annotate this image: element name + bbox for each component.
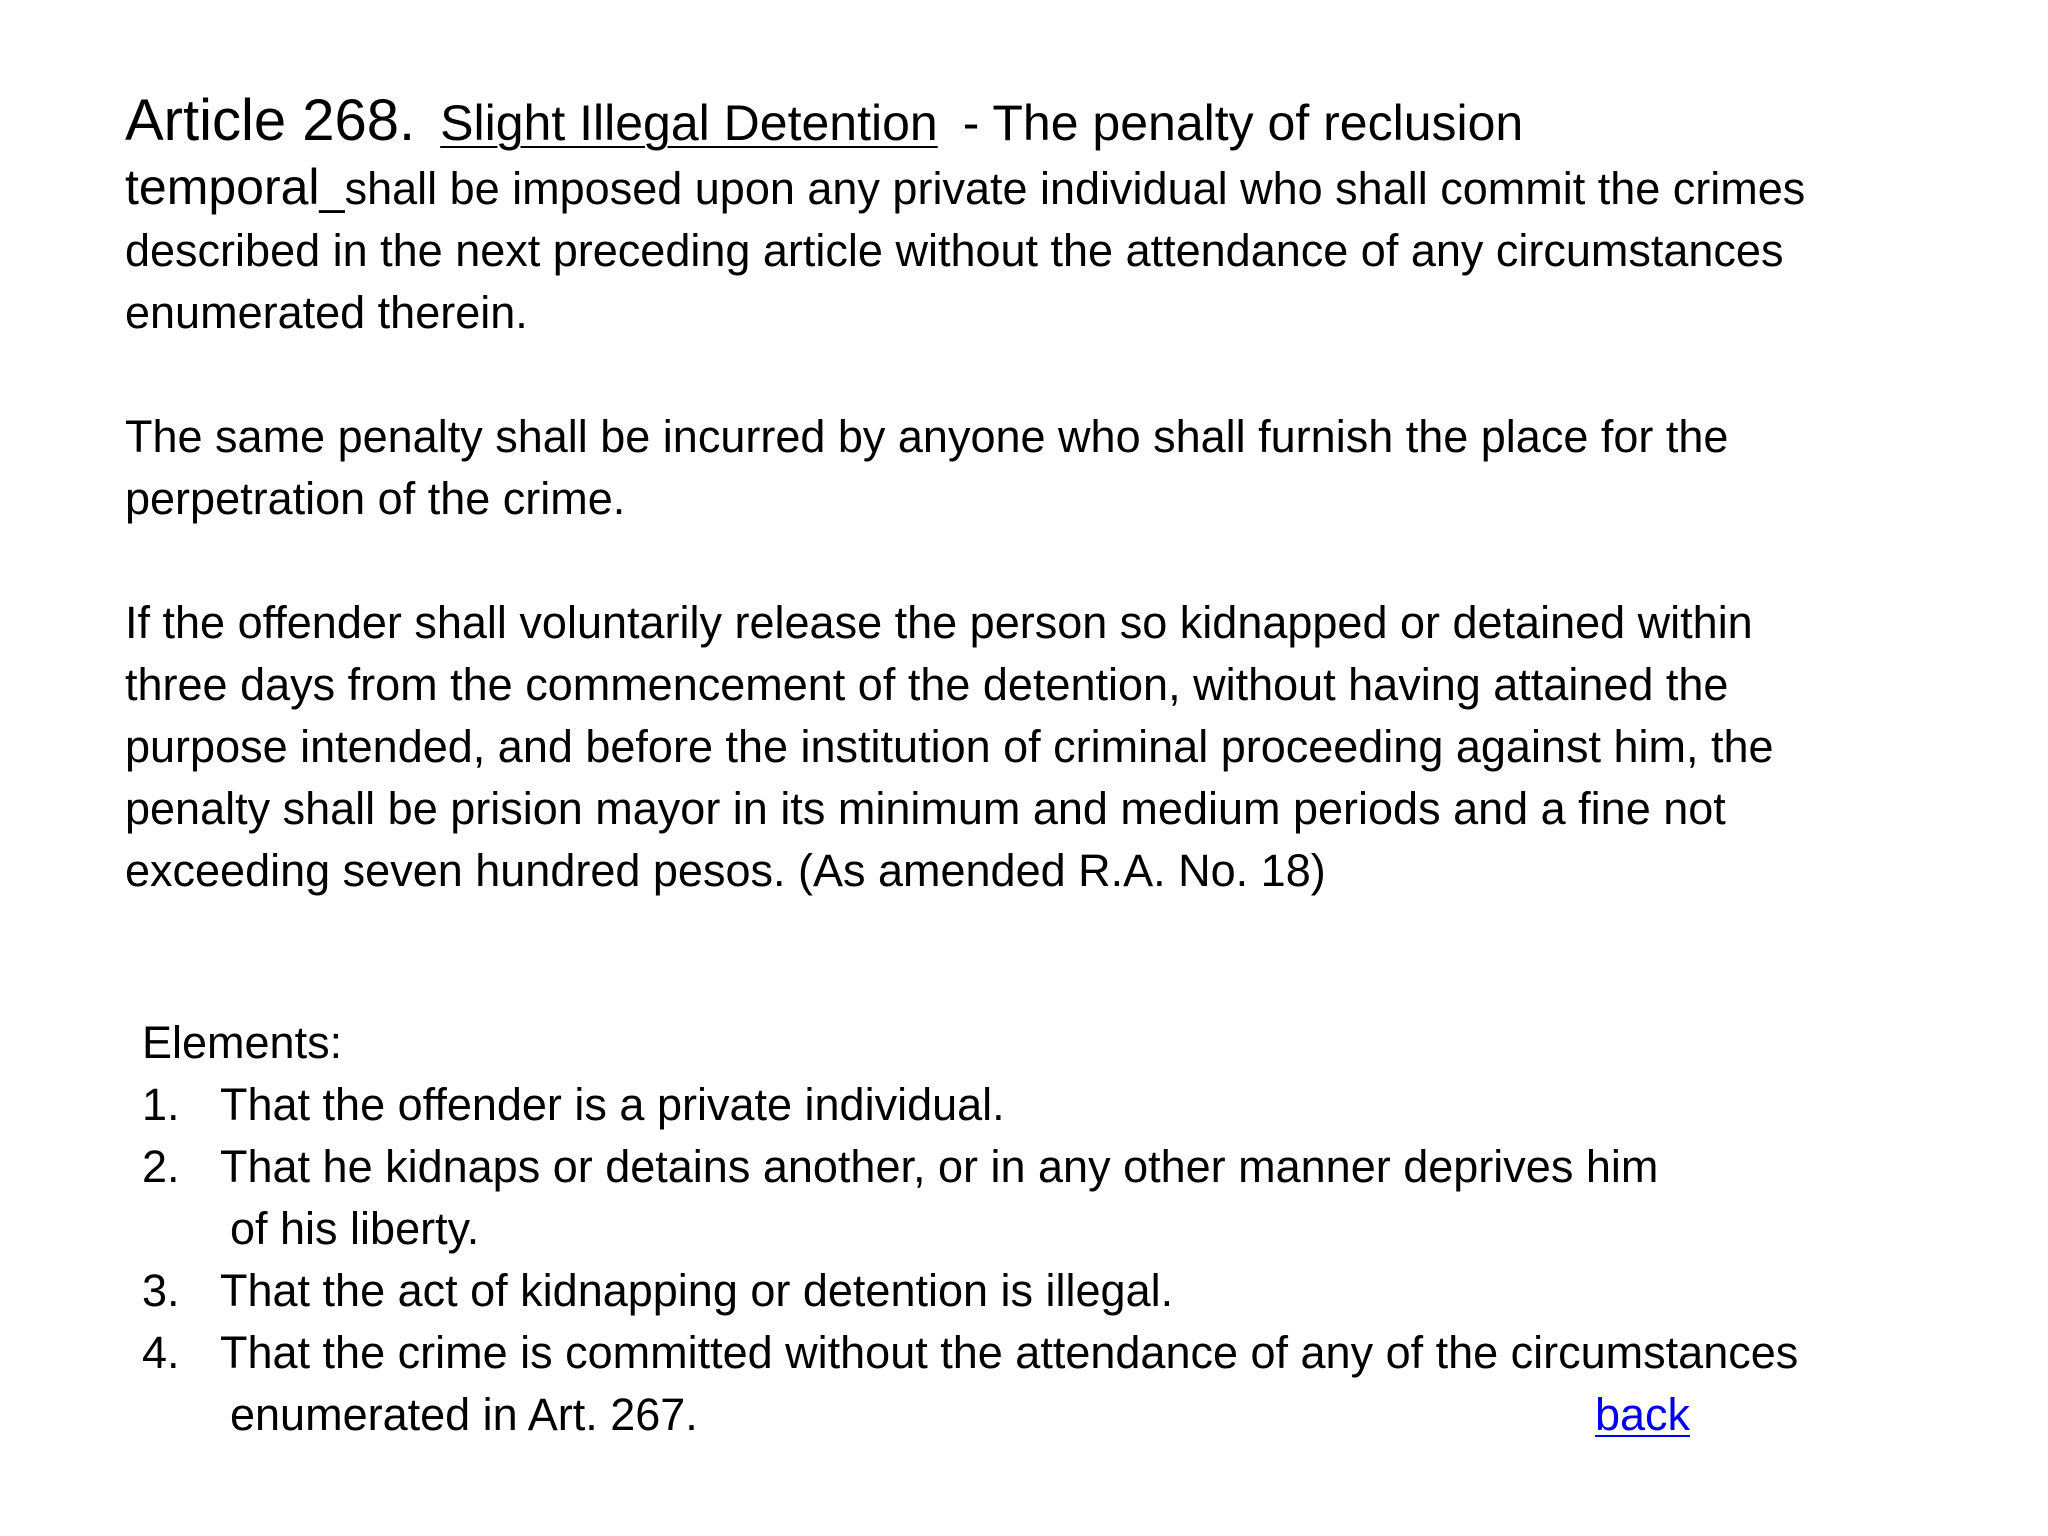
list-item-text: That he kidnaps or detains another, or in any other manner deprives him: [220, 1141, 1659, 1192]
back-link[interactable]: back: [1595, 1389, 1691, 1440]
article-number: Article 268.: [125, 88, 416, 153]
list-item-text: That the offender is a private individual.: [220, 1079, 1005, 1130]
list-item: [142, 1136, 1942, 1260]
list-item-number: 2.: [142, 1141, 180, 1192]
list-item-continuation: of his liberty.: [230, 1203, 480, 1254]
list-item-body: [220, 1074, 1942, 1136]
list-item: [142, 1074, 1942, 1136]
paragraph-gap: [125, 530, 1865, 592]
list-item-number: 3.: [142, 1265, 180, 1316]
article-paragraph-2: The same penalty shall be incurred by anyone who shall furnish the place for the perpetration of the crime.: [125, 411, 1729, 524]
list-item: [142, 1260, 1942, 1322]
paragraph-gap: [125, 344, 1865, 406]
temporal-underscore: _: [319, 163, 345, 214]
elements-heading: Elements:: [142, 1017, 343, 1068]
article-title-rest: - The penalty of reclusion: [962, 95, 1524, 151]
elements-section: [142, 1012, 1942, 1446]
list-item-body: [220, 1260, 1942, 1322]
list-item-continuation: enumerated in Art. 267.: [230, 1389, 698, 1440]
list-item-number: 1.: [142, 1079, 180, 1130]
article-text: [125, 90, 1865, 902]
list-item-number: 4.: [142, 1327, 180, 1378]
article-heading: Slight Illegal Detention: [440, 95, 938, 151]
article-paragraph-3: If the offender shall voluntarily release the person so kidnapped or detained within three days from the commencement of the detention, without having attained the purpose intended, and before the institution of criminal proceeding against him, the penalty shall be prision mayor in its minimum and medium periods and a fine not exceeding seven hundred pesos. (As amended R.A. No. 18): [125, 597, 1774, 896]
list-item-body: [220, 1136, 1942, 1260]
temporal-word: temporal: [125, 159, 320, 215]
list-item-text: That the crime is committed without the attendance of any of the circumstances: [220, 1327, 1799, 1378]
article-first-paragraph: [125, 90, 1865, 344]
list-item-text: That the act of kidnapping or detention is illegal.: [220, 1265, 1174, 1316]
first-paragraph-rest: shall be imposed upon any private individual who shall commit the crimes described in the next preceding article without the attendance of any circumstances enumerated therein.: [125, 163, 1806, 338]
